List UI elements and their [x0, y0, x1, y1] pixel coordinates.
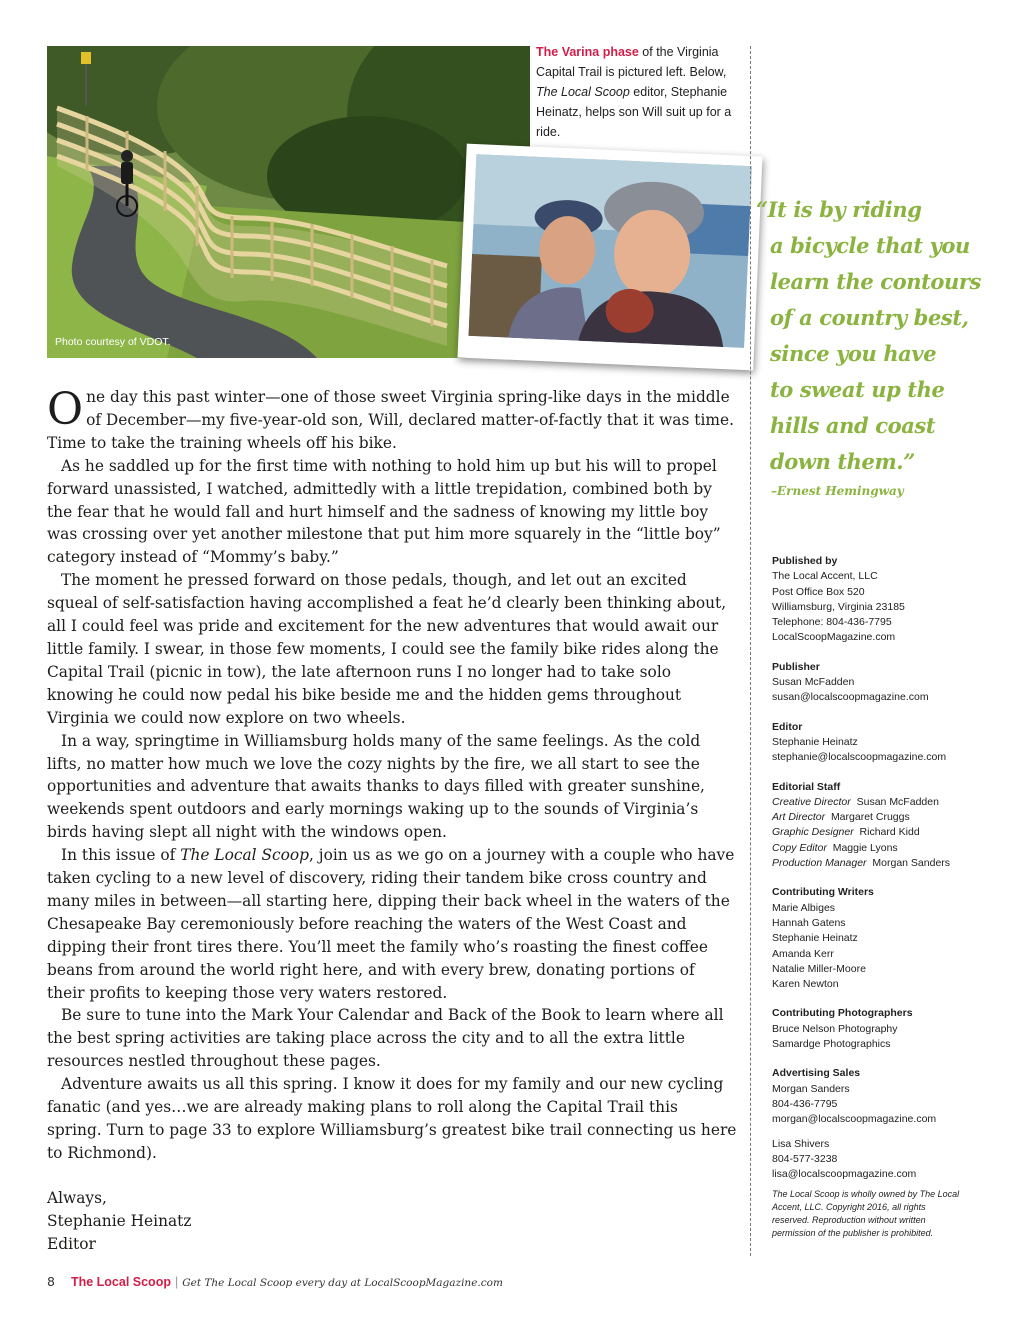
masthead-line: Telephone: 804-436-7795 — [772, 616, 892, 629]
masthead-editor — [772, 720, 997, 766]
signoff-title: Editor — [47, 1234, 96, 1253]
masthead-line: Williamsburg, Virginia 23185 — [772, 600, 905, 613]
quote-attribution: –Ernest Hemingway — [771, 484, 904, 498]
pull-quote-line: hills and coast — [770, 413, 936, 438]
publication-name: The Local Scoop — [180, 846, 310, 865]
pull-quote-line: of a country best, — [770, 305, 969, 330]
masthead-line: Hannah Gatens — [772, 916, 846, 929]
masthead-role — [772, 795, 997, 810]
role-title: Creative Director — [772, 795, 851, 808]
masthead-line: LocalScoopMagazine.com — [772, 631, 896, 644]
masthead-line: Post Office Box 520 — [772, 585, 865, 598]
page-footer — [47, 1274, 503, 1289]
masthead-line: Natalie Miller-Moore — [772, 962, 866, 975]
drop-cap: O — [47, 384, 84, 435]
masthead-line: Stephanie Heinatz — [772, 735, 858, 748]
role-name: Susan McFadden — [856, 795, 939, 808]
pull-quote — [756, 192, 996, 480]
masthead-published-by — [772, 554, 997, 646]
masthead-heading: Editorial Staff — [772, 780, 841, 793]
masthead-line: morgan@localscoopmagazine.com — [772, 1113, 937, 1126]
masthead-line: Stephanie Heinatz — [772, 932, 858, 945]
trail-photo-image — [47, 46, 530, 358]
masthead-line: The Local Accent, LLC — [772, 570, 878, 583]
pull-quote-line: “It is by riding — [756, 197, 922, 222]
masthead-editorial-staff — [772, 780, 997, 872]
masthead-role — [772, 841, 997, 856]
role-name: Margaret Cruggs — [830, 811, 910, 824]
selfie-photo — [457, 144, 762, 371]
paragraph-text: ne day this past winter—one of those sweet Virginia spring-like days in the middle of December—my five-year-old son, Will, declared matter-of-factly that it was time. Time to take the training wheels off his bike. — [47, 388, 734, 452]
masthead-line: Morgan Sanders — [772, 1082, 850, 1095]
role-name: Maggie Lyons — [832, 841, 898, 854]
masthead-contributing-writers — [772, 885, 997, 992]
masthead-heading: Published by — [772, 555, 838, 567]
photo-caption — [536, 42, 741, 142]
role-title: Graphic Designer — [772, 826, 854, 839]
article-paragraph: As he saddled up for the first time with nothing to hold him up but his will to propel forward unassisted, I watched, admittedly with a little trepidation, combined both by the fear that he would fall and hurt himself and the sadness of knowing my little boy was crossing over yet another milestone that put him more squarely in the “little boy” category instead of “Mommy’s baby.” — [47, 456, 721, 567]
paragraph-text: In this issue of — [61, 846, 181, 865]
masthead-role — [772, 810, 997, 825]
masthead-publisher — [772, 660, 997, 706]
masthead-line: susan@localscoopmagazine.com — [772, 691, 929, 704]
photo-credit: Photo courtesy of VDOT. — [55, 336, 171, 348]
masthead-line: Marie Albiges — [772, 901, 836, 914]
masthead-legal: The Local Scoop is wholly owned by The Local Accent, LLC. Copyright 2016, all rights reserved. Reproduction without written permission of the publisher is prohibited. — [772, 1189, 960, 1239]
masthead-line: Karen Newton — [772, 978, 839, 991]
signoff — [47, 1187, 737, 1256]
masthead — [772, 554, 997, 1240]
masthead-line: stephanie@localscoopmagazine.com — [772, 751, 947, 764]
role-title: Art Director — [772, 811, 826, 824]
caption-text-1: of the Virginia Capital Trail is pictured left. Below, — [536, 45, 727, 79]
masthead-heading: Advertising Sales — [772, 1067, 861, 1080]
masthead-line: 804-436-7795 — [772, 1097, 838, 1110]
trail-photo — [47, 46, 530, 358]
pull-quote-line: a bicycle that you — [770, 233, 970, 258]
signoff-line: Always, — [47, 1188, 107, 1207]
role-name: Richard Kidd — [859, 826, 920, 839]
page-number: 8 — [47, 1274, 55, 1289]
masthead-line: lisa@localscoopmagazine.com — [772, 1168, 917, 1181]
masthead-contributing-photographers — [772, 1006, 997, 1052]
article-paragraph: Adventure awaits us all this spring. I know it does for my family and our new cycling fanatic (and yes…we are already making plans to roll along the Capital Trail this spring. Turn to page 33 to explore Williamsburg’s greatest bike trail connecting us here to Richmond). — [47, 1075, 737, 1162]
footer-brand: The Local Scoop — [70, 1275, 171, 1289]
masthead-heading: Publisher — [772, 660, 820, 673]
article-paragraph — [47, 844, 737, 1004]
masthead-advertising-sales — [772, 1066, 997, 1182]
masthead-role — [772, 825, 997, 840]
masthead-line: Amanda Kerr — [772, 947, 834, 960]
selfie-photo-image — [468, 154, 752, 348]
masthead-line: 804-577-3238 — [772, 1152, 838, 1165]
role-title: Copy Editor — [772, 841, 827, 854]
footer-tagline: Get The Local Scoop every day at LocalScoopMagazine.com — [182, 1277, 503, 1289]
pull-quote-line: down them.” — [770, 449, 915, 474]
role-name: Morgan Sanders — [872, 857, 951, 870]
editor-letter — [47, 386, 737, 1256]
masthead-line: Lisa Shivers — [772, 1137, 830, 1150]
column-divider — [750, 46, 751, 1256]
footer-separator: | — [174, 1275, 179, 1289]
article-paragraph: In a way, springtime in Williamsburg holds many of the same feelings. As the cold lifts, no matter how much we love the cozy nights by the fire, we all start to see the opportunities and adventure that awaits thanks to days filled with greater sunshine, weekends spent outdoors and early mornings waking up to the sounds of Virginia’s birds having slept all night with the windows open. — [47, 731, 705, 842]
article-paragraph: The moment he pressed forward on those pedals, though, and let out an excited squeal of self-satisfaction having accomplished a feat he’d clearly been thinking about, all I could feel was pride and excitement for the new adventures that would await our little family. I swear, in those few moments, I could see the family bike rides along the Capital Trail (picnic in tow), the late afternoon runs I no longer had to take solo knowing he could now pedal his bike beside me and the hidden gems throughout Virginia we could now explore on two wheels. — [47, 571, 727, 727]
article-paragraph: Be sure to tune into the Mark Your Calendar and Back of the Book to learn where all the best spring activities are taking place across the city and to all the extra little resources nestled throughout these pages. — [47, 1006, 724, 1071]
signoff-name: Stephanie Heinatz — [47, 1211, 192, 1230]
masthead-heading: Contributing Photographers — [772, 1007, 913, 1020]
paragraph-text: , join us as we go on a journey with a couple who have taken cycling to a new level of discovery, riding their tandem bike cross country and many miles in between—all starting here, dipping their back wheel in the waters of the Chesapeake Bay ceremoniously before reaching the waters of the West Coast and dipping their front tires there. You’ll meet the family who’s roasting the finest coffee beans from around the world right here, and with every brew, donating portions of their profits to keeping those very waters restored. — [47, 846, 735, 1002]
article-paragraph — [47, 386, 737, 455]
masthead-heading: Contributing Writers — [772, 886, 874, 899]
pull-quote-line: to sweat up the — [770, 377, 945, 402]
pull-quote-line: since you have — [770, 341, 937, 366]
caption-text-2: editor, Stephanie Heinatz, helps son Will suit up for a ride. — [536, 85, 732, 139]
masthead-role — [772, 856, 997, 871]
role-title: Production Manager — [772, 857, 867, 870]
caption-lead: The Varina phase — [536, 45, 639, 59]
pull-quote-line: learn the contours — [770, 269, 981, 294]
masthead-heading: Editor — [772, 720, 803, 733]
masthead-line: Bruce Nelson Photography — [772, 1022, 898, 1035]
masthead-line: Susan McFadden — [772, 676, 855, 689]
caption-publication: The Local Scoop — [536, 85, 630, 99]
masthead-line: Samardge Photographics — [772, 1038, 891, 1051]
